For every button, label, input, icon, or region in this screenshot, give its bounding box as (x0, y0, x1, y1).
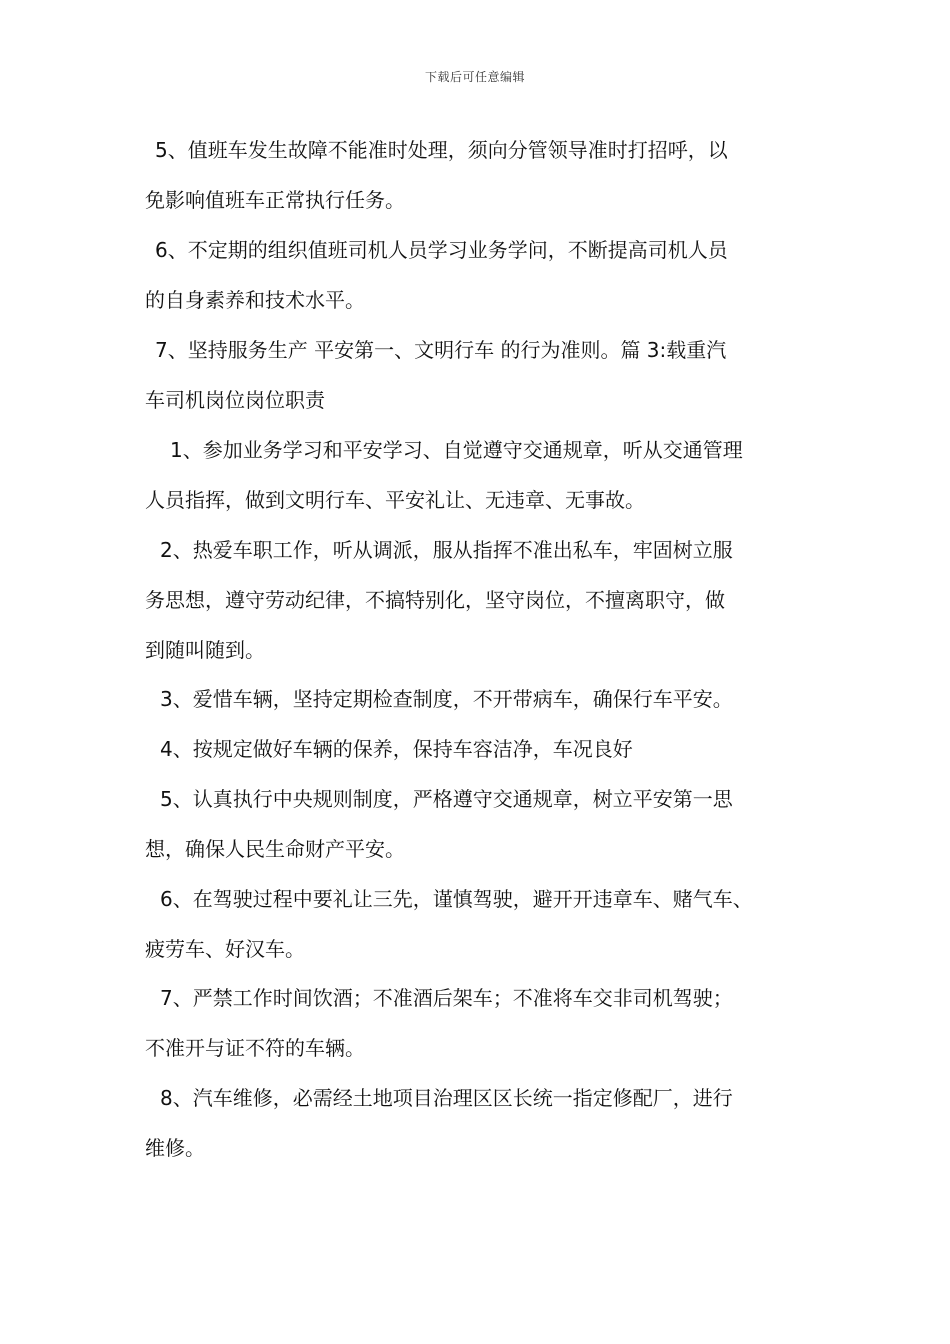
text-line: 5、值班车发生故障不能准时处理，须向分管领导准时打招呼，以 (155, 138, 728, 162)
text-line: 务思想，遵守劳动纪律，不搞特别化，坚守岗位，不擅离职守，做 (145, 588, 725, 612)
text-line: 人员指挥，做到文明行车、平安礼让、无违章、无事故。 (145, 488, 645, 512)
text-line: 免影响值班车正常执行任务。 (145, 188, 405, 212)
text-line: 想，确保人民生命财产平安。 (145, 837, 405, 861)
text-line: 2、热爱车职工作，听从调派，服从指挥不准出私车，牢固树立服 (160, 538, 733, 562)
text-line: 6、在驾驶过程中要礼让三先，谨慎驾驶，避开开违章车、赌气车、 (160, 887, 753, 911)
text-line: 不准开与证不符的车辆。 (145, 1036, 365, 1060)
text-line: 维修。 (145, 1136, 205, 1160)
text-line: 的自身素养和技术水平。 (145, 288, 365, 312)
text-line: 3、爱惜车辆，坚持定期检查制度，不开带病车，确保行车平安。 (160, 687, 733, 711)
page-header: 下载后可任意编辑 (424, 70, 525, 84)
text-line: 5、认真执行中央规则制度，严格遵守交通规章，树立平安第一思 (160, 787, 733, 811)
text-line: 4、按规定做好车辆的保养，保持车容洁净，车况良好 (160, 737, 633, 761)
text-line: 7、严禁工作时间饮酒；不准酒后架车；不准将车交非司机驾驶； (160, 986, 733, 1010)
text-line: 车司机岗位岗位职责 (145, 388, 325, 412)
text-line: 1、参加业务学习和平安学习、自觉遵守交通规章，听从交通管理 (170, 438, 743, 462)
text-line: 疲劳车、好汉车。 (145, 937, 305, 961)
text-line: 8、汽车维修，必需经土地项目治理区区长统一指定修配厂，进行 (160, 1086, 733, 1110)
text-line: 7、坚持服务生产 平安第一、文明行车 的行为准则。篇 3:载重汽 (155, 338, 727, 362)
text-line: 6、不定期的组织值班司机人员学习业务学问，不断提高司机人员 (155, 238, 728, 262)
text-line: 到随叫随到。 (145, 638, 265, 662)
